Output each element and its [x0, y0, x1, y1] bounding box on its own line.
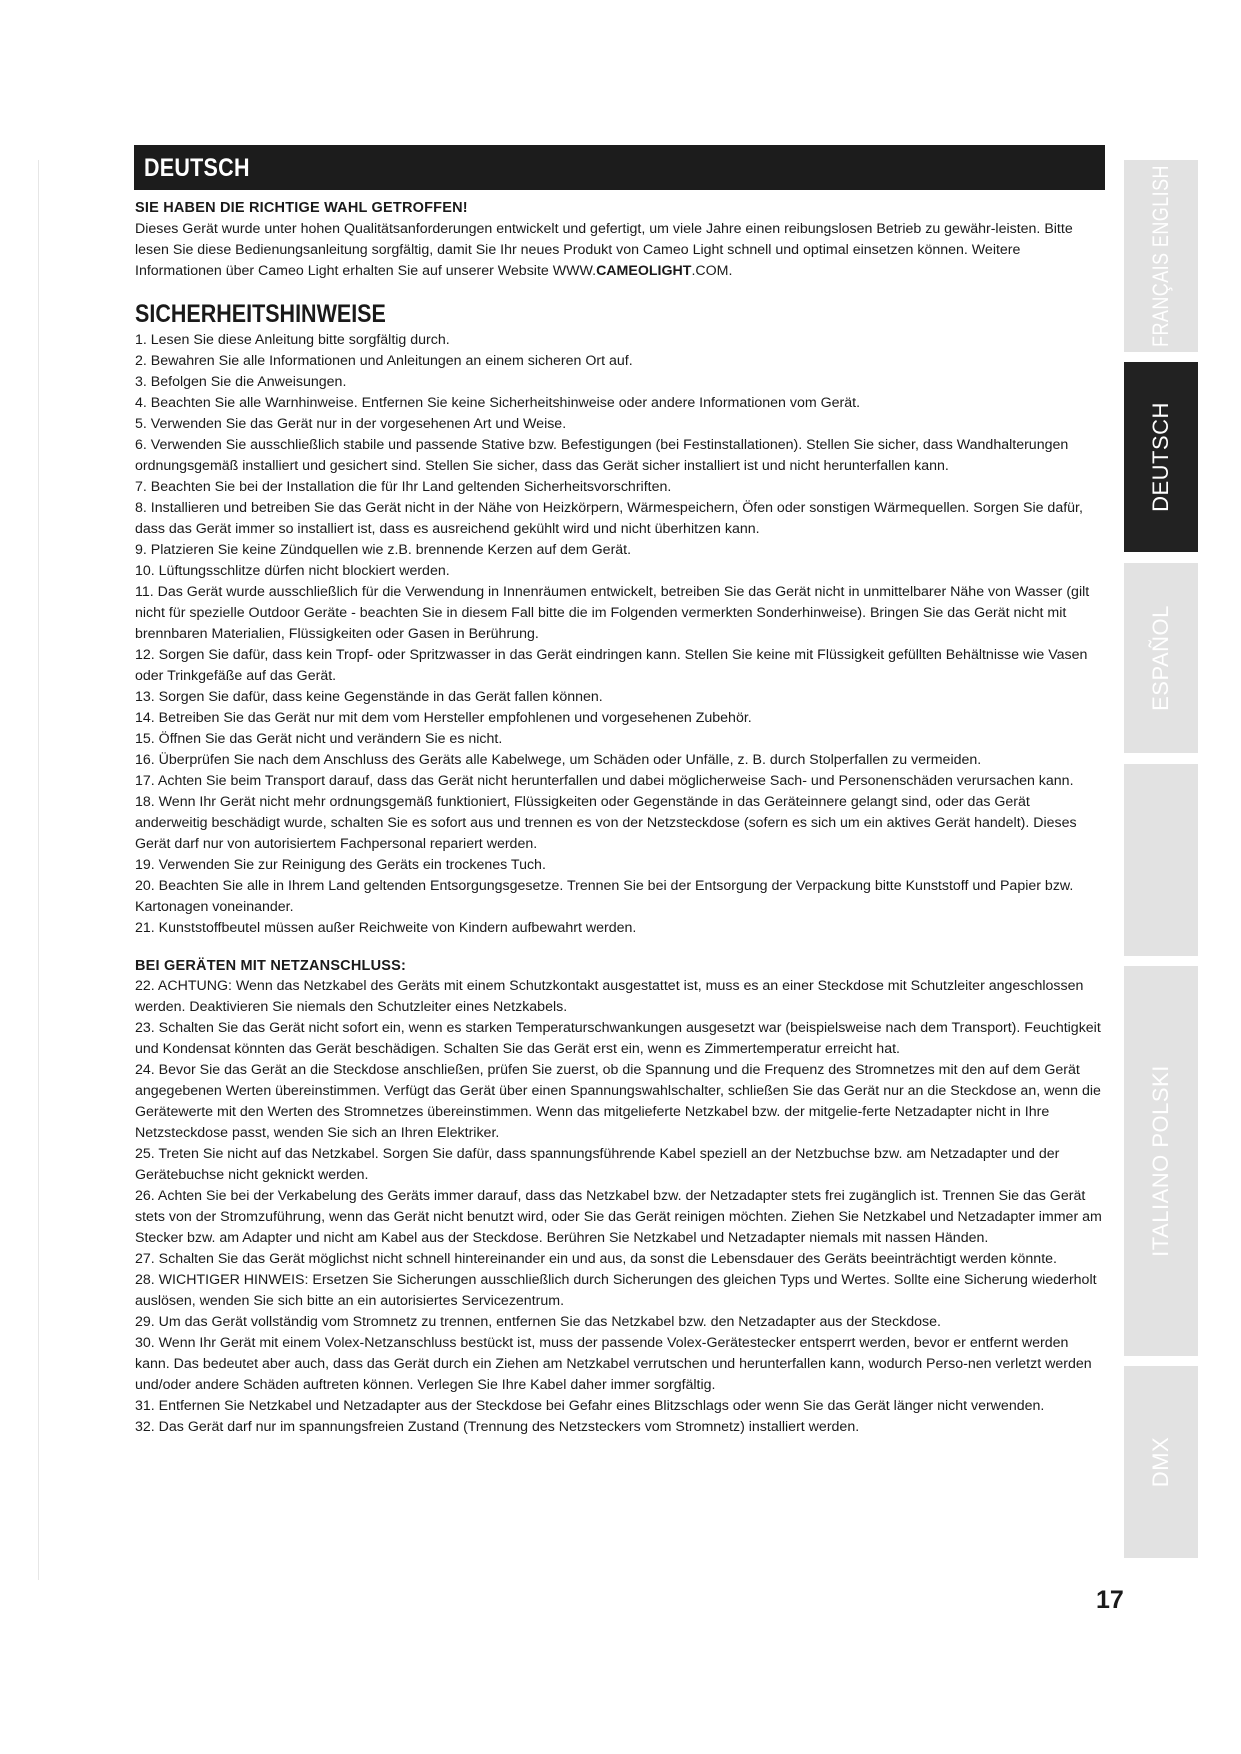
intro-brand: CAMEOLIGHT [596, 263, 692, 279]
list-item: 3. Befolgen Sie die Anweisungen. [135, 374, 347, 390]
tab-francais-english[interactable] [1124, 160, 1198, 352]
main-content [135, 200, 1105, 1438]
list-item: 9. Platzieren Sie keine Zündquellen wie z.B. brennende Kerzen auf dem Gerät. [135, 542, 632, 558]
list-item: 30. Wenn Ihr Gerät mit einem Volex-Netzanschluss bestückt ist, muss der passende Volex-Gerätestecker entsperrt werden, bevor er entfernt werden kann. Das bedeutet aber auch, dass das Gerät durch ein Ziehen am Netzkabel verrutschen und herunterfallen kann, wodurch Perso-nen verletzt werden und/oder andere Schäden auftreten können. Verlegen Sie Ihre Kabel daher immer sorgfältig. [135, 1335, 1092, 1393]
tab-label: ESPAÑOL [1148, 605, 1173, 711]
safety-section-title: SICHERHEITSHINWEISE [135, 300, 386, 328]
tab-label: FRANÇAIS ENGLISH [1148, 165, 1173, 347]
list-item: 15. Öffnen Sie das Gerät nicht und verändern Sie es nicht. [135, 731, 503, 747]
tab-label: DMX [1148, 1436, 1173, 1488]
tab-label: DEUTSCH [1148, 402, 1173, 512]
list-item: 12. Sorgen Sie dafür, dass kein Tropf- oder Spritzwasser in das Gerät eindringen kann. Stellen Sie keine mit Flüssigkeit gefüllten Behältnisse wie Vasen oder Trinkgefäße auf das Gerät. [135, 647, 1088, 684]
tab-italiano-polski[interactable] [1124, 966, 1198, 1356]
intro-text: Dieses Gerät wurde unter hohen Qualitätsanforderungen entwickelt und gefertigt, um viele Jahre einen reibungslosen Betrieb zu gewähr-leisten. Bitte lesen Sie diese Bedienungsanleitung sorgfältig, damit Sie Ihr neues Produkt von Cameo Light schnell und optimal einsetzen können. Weitere Informationen über Cameo Light erhalten Sie auf unserer Website WWW. [135, 221, 1073, 279]
list-item: 5. Verwenden Sie das Gerät nur in der vorgesehenen Art und Weise. [135, 416, 567, 432]
list-item: 31. Entfernen Sie Netzkabel und Netzadapter aus der Steckdose bei Gefahr eines Blitzschlags oder wenn Sie das Gerät länger nicht verwenden. [135, 1398, 1045, 1414]
list-item: 13. Sorgen Sie dafür, dass keine Gegenstände in das Gerät fallen können. [135, 689, 603, 705]
tab-espanol[interactable] [1124, 563, 1198, 753]
list-item: 27. Schalten Sie das Gerät möglichst nicht schnell hintereinander ein und aus, da sonst die Lebensdauer des Geräts beeinträchtigt werden könnte. [135, 1251, 1057, 1267]
list-item: 25. Treten Sie nicht auf das Netzkabel. Sorgen Sie dafür, dass spannungsführende Kabel speziell an der Netzbuchse bzw. am Netzadapter und der Gerätebuchse nicht geknickt werden. [135, 1146, 1060, 1183]
safety-list [135, 330, 1105, 939]
list-item: 19. Verwenden Sie zur Reinigung des Geräts ein trockenes Tuch. [135, 857, 546, 873]
list-item: 29. Um das Gerät vollständig vom Stromnetz zu trennen, entfernen Sie das Netzkabel bzw. den Netzadapter aus der Steckdose. [135, 1314, 941, 1330]
page-number: 17 [1096, 1586, 1124, 1614]
list-item: 8. Installieren und betreiben Sie das Gerät nicht in der Nähe von Heizkörpern, Wärmespeichern, Öfen oder sonstigen Wärmequellen. Sorgen Sie dafür, dass das Gerät immer so installiert ist, dass es ausreichend gekühlt wird und nicht überhitzen kann. [135, 500, 1083, 537]
tab-dmx[interactable] [1124, 1366, 1198, 1558]
list-item: 7. Beachten Sie bei der Installation die für Ihr Land geltenden Sicherheitsvorschriften. [135, 479, 672, 495]
list-item: 14. Betreiben Sie das Gerät nur mit dem vom Hersteller empfohlenen und vorgesehenen Zubehör. [135, 710, 752, 726]
language-header-title: DEUTSCH [144, 154, 250, 182]
list-item: 2. Bewahren Sie alle Informationen und Anleitungen an einem sicheren Ort auf. [135, 353, 633, 369]
list-item: 28. WICHTIGER HINWEIS: Ersetzen Sie Sicherungen ausschließlich durch Sicherungen des gleichen Typs und Wertes. Sollte eine Sicherung wiederholt auslösen, wenden Sie sich bitte an ein autorisiertes Servicezentrum. [135, 1272, 1097, 1309]
page-edge-rule [38, 160, 39, 1580]
list-item: 26. Achten Sie bei der Verkabelung des Geräts immer darauf, dass das Netzkabel bzw. der Netzadapter stets frei zugänglich ist. Trennen Sie das Gerät stets von der Stromzuführung, wenn das Gerät nicht benutzt wird, oder Sie das Gerät reinigen möchten. Ziehen Sie Netzkabel und Netzadapter immer am Stecker bzw. am Adapter und nicht am Kabel aus der Steckdose. Berühren Sie Netzkabel und Netzadapter niemals mit nassen Händen. [135, 1188, 1102, 1246]
list-item: 18. Wenn Ihr Gerät nicht mehr ordnungsgemäß funktioniert, Flüssigkeiten oder Gegenstände in das Geräteinnere gelangt sind, oder das Gerät anderweitig beschädigt wurde, schalten Sie es sofort aus und trennen es von der Netzsteckdose (sofern es sich um ein aktives Gerät handelt). Dieses Gerät darf nur von autorisiertem Fachpersonal repariert werden. [135, 794, 1077, 852]
list-item: 10. Lüftungsschlitze dürfen nicht blockiert werden. [135, 563, 450, 579]
list-item: 32. Das Gerät darf nur im spannungsfreien Zustand (Trennung des Netzsteckers vom Stromnetz) installiert werden. [135, 1419, 860, 1435]
list-item: 4. Beachten Sie alle Warnhinweise. Entfernen Sie keine Sicherheitshinweise oder andere Informationen vom Gerät. [135, 395, 861, 411]
intro-heading: SIE HABEN DIE RICHTIGE WAHL GETROFFEN! [135, 200, 468, 216]
list-item: 17. Achten Sie beim Transport darauf, dass das Gerät nicht herunterfallen und dabei möglicherweise Sach- und Personenschäden verursachen kann. [135, 773, 1074, 789]
intro-text-end: .COM. [691, 263, 733, 279]
language-header-bar [134, 145, 1105, 190]
list-item: 21. Kunststoffbeutel müssen außer Reichweite von Kindern aufbewahrt werden. [135, 920, 637, 936]
intro-paragraph [135, 219, 1105, 282]
tab-deutsch[interactable] [1124, 362, 1198, 552]
list-item: 11. Das Gerät wurde ausschließlich für die Verwendung in Innenräumen entwickelt, betreiben Sie das Gerät nicht in unmittelbarer Nähe von Wasser (gilt nicht für spezielle Outdoor Geräte - beachten Sie in diesem Fall bitte die im Folgenden vermerkten Sonderhinweise). Bringen Sie das Gerät nicht mit brennbaren Materialien, Flüssigkeiten oder Gasen in Berührung. [135, 584, 1090, 642]
list-item: 1. Lesen Sie diese Anleitung bitte sorgfältig durch. [135, 332, 450, 348]
list-item: 16. Überprüfen Sie nach dem Anschluss des Geräts alle Kabelwege, um Schäden oder Unfälle, z. B. durch Stolperfallen zu vermeiden. [135, 752, 982, 768]
mains-heading: BEI GERÄTEN MIT NETZANSCHLUSS: [135, 958, 407, 974]
tab-label: ITALIANO POLSKI [1148, 1065, 1173, 1257]
mains-list [135, 976, 1105, 1438]
list-item: 24. Bevor Sie das Gerät an die Steckdose anschließen, prüfen Sie zuerst, ob die Spannung und die Frequenz des Stromnetzes mit den auf dem Gerät angegebenen Werten übereinstimmen. Verfügt das Gerät über einen Spannungswahlschalter, schließen Sie das Gerät nur an die Steckdose an, wenn die Gerätewerte mit den Werten des Stromnetzes übereinstimmen. Wenn das mitgelieferte Netzkabel bzw. der mitgelie-ferte Netzadapter nicht in Ihre Netzsteckdose passt, wenden Sie sich an Ihren Elektriker. [135, 1062, 1101, 1141]
list-item: 20. Beachten Sie alle in Ihrem Land geltenden Entsorgungsgesetze. Trennen Sie bei der Entsorgung der Verpackung bitte Kunststoff und Papier bzw. Kartonagen voneinander. [135, 878, 1074, 915]
list-item: 23. Schalten Sie das Gerät nicht sofort ein, wenn es starken Temperaturschwankungen ausgesetzt war (beispielsweise nach dem Transport). Feuchtigkeit und Kondensat könnten das Gerät beschädigen. Schalten Sie das Gerät erst ein, wenn es Zimmertemperatur erreicht hat. [135, 1020, 1101, 1057]
tab-espanol-continued[interactable] [1124, 764, 1198, 956]
list-item: 22. ACHTUNG: Wenn das Netzkabel des Geräts mit einem Schutzkontakt ausgestattet ist, muss es an einer Steckdose mit Schutzleiter angeschlossen werden. Deaktivieren Sie niemals den Schutzleiter eines Netzkabels. [135, 978, 1084, 1015]
list-item: 6. Verwenden Sie ausschließlich stabile und passende Stative bzw. Befestigungen (bei Festinstallationen). Stellen Sie sicher, dass Wandhalterungen ordnungsgemäß installiert und gesichert sind. Stellen Sie sicher, dass das Gerät sicher installiert ist und nicht herunterfallen kann. [135, 437, 1069, 474]
